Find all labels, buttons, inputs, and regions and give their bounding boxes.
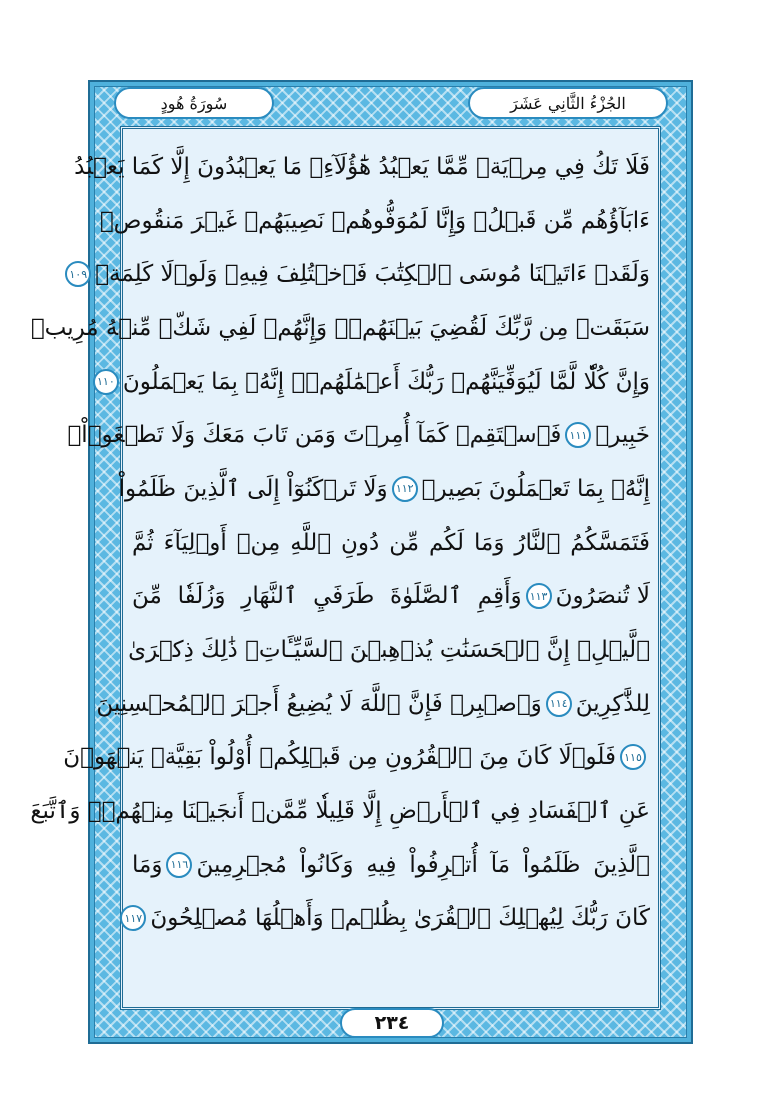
text-line	[97, 355, 650, 409]
line-text: ٱلَّيۡلِۚ إِنَّ ٱلۡحَسَنَٰتِ يُذۡهِبۡنَ ٱلسَّيِّـَٔاتِۚ ذَٰلِكَ ذِكۡرَىٰ	[128, 637, 650, 664]
line-text: لَا تُنصَرُونَ	[555, 583, 650, 610]
text-line	[132, 838, 650, 892]
line-text: ءَابَآؤُهُم مِّن قَبۡلُۚ وَإِنَّا لَمُوَفُّوهُمۡ نَصِيبَهُمۡ غَيۡرَ مَنقُوصٖ	[99, 207, 650, 234]
ayah-number-marker: ١٠٩	[65, 261, 91, 287]
line-text: خَبِيرٞ	[595, 422, 650, 449]
line-text: عَنِ ٱلۡفَسَادِ فِي ٱلۡأَرۡضِ إِلَّا قَلِيلٗا مِّمَّنۡ أَنجَيۡنَا مِنۡهُمۡۗ وَٱتَّبَعَ	[30, 798, 650, 825]
line-text: إِنَّهُۥ بِمَا تَعۡمَلُونَ بَصِيرٞ	[421, 475, 650, 502]
text-line	[30, 301, 650, 355]
ayah-number-marker: ١١٢	[392, 476, 418, 502]
line-text: وَإِنَّ كُلّٗا لَّمَّا لَيُوَفِّيَنَّهُمۡ رَبُّكَ أَعۡمَٰلَهُمۡۚ إِنَّهُۥ بِمَا يَعۡمَلُونَ	[122, 368, 650, 395]
text-line	[74, 140, 650, 194]
ayah-number-marker: ١١١	[565, 422, 591, 448]
line-text-continued: وَأَقِمِ ٱلصَّلَوٰةَ طَرَفَيِ ٱلنَّهَارِ وَزُلَفٗا مِّنَ	[132, 583, 522, 610]
line-text: كَانَ رَبُّكَ لِيُهۡلِكَ ٱلۡقُرَىٰ بِظُلۡمٖ وَأَهۡلُهَا مُصۡلِحُونَ	[150, 905, 650, 932]
text-line	[30, 784, 650, 838]
line-text: لِلذَّٰكِرِينَ	[575, 690, 650, 717]
text-line	[128, 623, 650, 677]
line-text: فَلَا تَكُ فِي مِرۡيَةٖ مِّمَّا يَعۡبُدُ هَٰٓؤُلَآءِۚ مَا يَعۡبُدُونَ إِلَّا كَمَا يَعۡبُدُ	[74, 153, 650, 180]
ayah-number-marker: ١١٠	[93, 369, 119, 395]
text-line	[96, 677, 650, 731]
line-text: فَلَوۡلَا كَانَ مِنَ ٱلۡقُرُونِ مِن قَبۡلِكُمۡ أُوْلُواْ بَقِيَّةٖ يَنۡهَوۡنَ	[63, 744, 616, 771]
text-line	[63, 731, 650, 785]
text-line	[69, 247, 650, 301]
line-text-continued: وَمَا	[132, 851, 163, 878]
line-text: وَلَقَدۡ ءَاتَيۡنَا مُوسَى ٱلۡكِتَٰبَ فَٱخۡتُلِفَ فِيهِۚ وَلَوۡلَا كَلِمَةٞ	[95, 261, 650, 288]
juz-header: الجُزْءُ الثَّانِي عَشَرَ	[468, 87, 668, 119]
surah-header: سُورَةُ هُودٍ	[114, 87, 274, 119]
text-line	[124, 892, 650, 946]
ayah-number-marker: ١١٤	[546, 691, 572, 717]
ayah-number-marker: ١١٥	[620, 744, 646, 770]
text-line	[67, 408, 650, 462]
text-line	[118, 462, 650, 516]
line-text-continued: وَٱصۡبِرۡ فَإِنَّ ٱللَّهَ لَا يُضِيعُ أَجۡرَ ٱلۡمُحۡسِنِينَ	[96, 690, 542, 717]
line-text-continued: فَٱسۡتَقِمۡ كَمَآ أُمِرۡتَ وَمَن تَابَ مَعَكَ وَلَا تَطۡغَوۡاْۚ	[67, 422, 562, 449]
text-line	[99, 194, 650, 248]
ayah-number-marker: ١١٣	[526, 583, 552, 609]
text-line	[132, 516, 650, 570]
quran-text	[30, 140, 650, 1000]
ayah-number-marker: ١١٦	[166, 852, 192, 878]
line-text: فَتَمَسَّكُمُ ٱلنَّارُ وَمَا لَكُم مِّن دُونِ ٱللَّهِ مِنۡ أَوۡلِيَآءَ ثُمَّ	[132, 529, 650, 556]
line-text-continued: وَلَا تَرۡكَنُوٓاْ إِلَى ٱلَّذِينَ ظَلَمُواْ	[118, 475, 388, 502]
text-line	[132, 570, 650, 624]
ayah-number-marker: ١١٧	[120, 905, 146, 931]
line-text: ٱلَّذِينَ ظَلَمُواْ مَآ أُتۡرِفُواْ فِيهِ وَكَانُواْ مُجۡرِمِينَ	[196, 851, 650, 878]
line-text: سَبَقَتۡ مِن رَّبِّكَ لَقُضِيَ بَيۡنَهُمۡۚ وَإِنَّهُمۡ لَفِي شَكّٖ مِّنۡهُ مُرِيبٖ	[30, 314, 650, 341]
page-number: ٢٣٤	[340, 1008, 444, 1038]
